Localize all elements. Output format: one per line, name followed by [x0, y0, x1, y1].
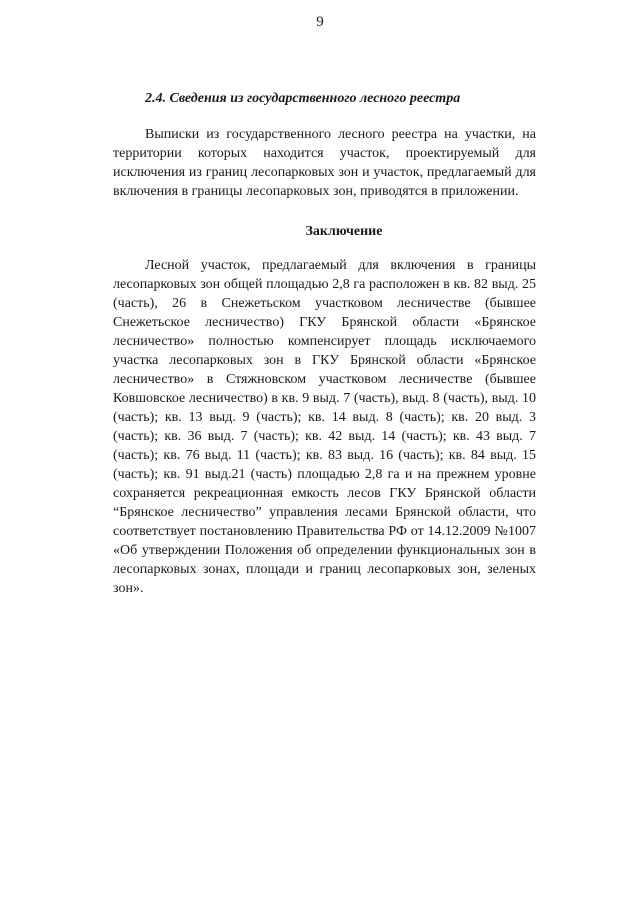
page-number: 9 — [316, 14, 324, 30]
section-paragraph: Выписки из государственного лесного реестра на участки, на территории которых находится участок, проектируемый для исключения из границ лесопарковых зон и участок, предлагаемый для включения в границы лесопарковых зон, приводятся в приложении. — [113, 127, 536, 199]
conclusion-title: Заключение — [305, 224, 383, 239]
section-title: 2.4. Сведения из государственного лесного реестра — [145, 91, 461, 106]
conclusion-paragraph: Лесной участок, предлагаемый для включения в границы лесопарковых зон общей площадью 2,8 га расположен в кв. 82 выд. 25 (часть), 26 в Снежетьском участковом лесничестве (бывшее Снежетьское лесничество) ГКУ Брянской области «Брянское лесничество» полностью компенсирует площадь исключаемого участка лесопарковых зон в ГКУ Брянской области «Брянское лесничество» в Стяжновском участковом лесничестве (бывшее Ковшовское лесничество) в кв. 9 выд. 7 (часть), выд. 8 (часть), выд. 10 (часть); кв. 13 выд. 9 (часть); кв. 14 выд. 8 (часть); кв. 20 выд. 3 (часть); кв. 36 выд. 7 (часть); кв. 42 выд. 14 (часть); кв. 43 выд. 7 (часть); кв. 76 выд. 11 (часть); кв. 83 выд. 16 (часть); кв. 84 выд. 15 (часть); кв. 91 выд.21 (часть) площадью 2,8 га и на прежнем уровне сохраняется рекреационная емкость лесов ГКУ Брянской области “Брянское лесничество” управления лесами Брянской области, что соответствует постановлению Правительства РФ от 14.12.2009 №1007 «Об утверждении Положения об определении функциональных зон в лесопарковых зонах, площади и границ лесопарковых зон, зеленых зон». — [113, 258, 536, 596]
